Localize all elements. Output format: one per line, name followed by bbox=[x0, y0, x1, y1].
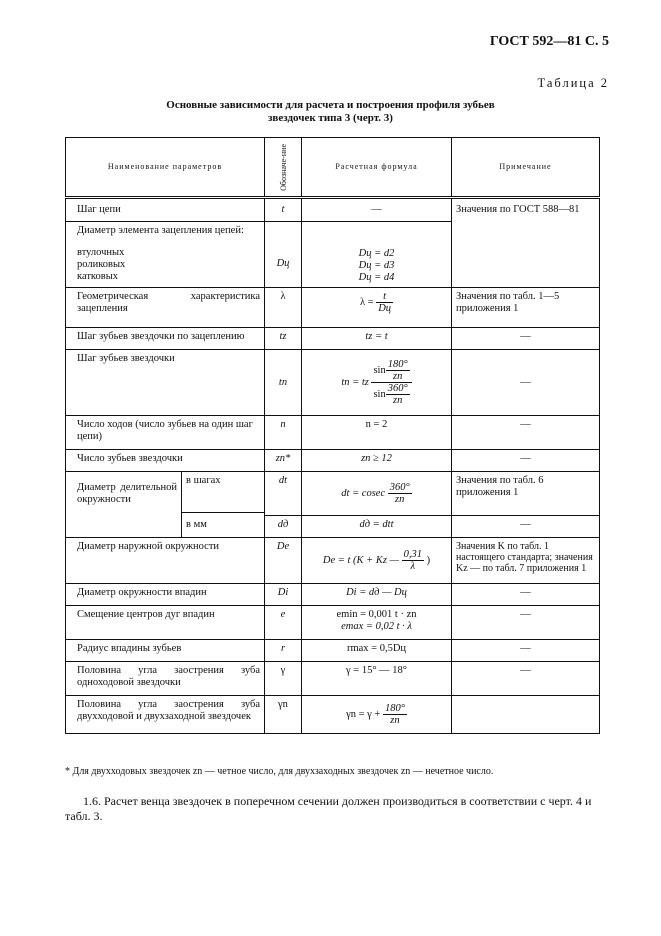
formula-line: Dц = d3 bbox=[358, 260, 395, 271]
cell-note: — bbox=[452, 450, 600, 472]
cell-name: Смещение центров дуг впадин bbox=[66, 606, 265, 640]
cell-symbol: De bbox=[265, 538, 302, 584]
cell-formula: rmax = 0,5Dц bbox=[302, 640, 452, 662]
cell-note: Значения K по табл. 1 настоящего стандарта; значения Kz — по табл. 7 приложения 1 bbox=[452, 538, 600, 584]
formula-fraction: $\frac{t}{Dц}$ bbox=[378, 291, 392, 314]
formula-fraction: $\frac{180^\circ}{zn}$ bbox=[384, 703, 405, 726]
cell-symbol: tz bbox=[265, 328, 302, 350]
cell-symbol: t bbox=[265, 198, 302, 222]
document-header: ГОСТ 592—81 С. 5 bbox=[489, 34, 609, 49]
cell-name: Число зубьев звездочки bbox=[66, 450, 265, 472]
cell-note bbox=[452, 696, 600, 734]
cell-name: Диаметр окружности впадин bbox=[66, 584, 265, 606]
cell-name: Диаметр наружной окружности bbox=[66, 538, 265, 584]
param-label: Диаметр элемента зацепления цепей: bbox=[77, 225, 244, 236]
table-row bbox=[66, 350, 600, 416]
cell-note bbox=[452, 222, 600, 288]
table-row bbox=[66, 640, 600, 662]
cell-name: Шаг зубьев звездочки bbox=[66, 350, 265, 416]
cell-name bbox=[66, 472, 265, 538]
cell-symbol: e bbox=[265, 606, 302, 640]
formula-lhs: De = t (K + Kz — bbox=[322, 554, 399, 566]
cell-name: Радиус впадины зубьев bbox=[66, 640, 265, 662]
cell-formula: tz = t bbox=[302, 328, 452, 350]
sub-label: роликовых bbox=[77, 259, 126, 270]
cell-name: Половина угла заострения зуба двухходовой и двухзаходной звездочек bbox=[66, 696, 265, 734]
cell-formula bbox=[302, 606, 452, 640]
cell-symbol: n bbox=[265, 416, 302, 450]
cell-symbol: dд bbox=[265, 516, 302, 538]
cell-note: Значения по ГОСТ 588—81 bbox=[452, 198, 600, 222]
table-row bbox=[66, 606, 600, 640]
sub-label: катковых bbox=[77, 271, 119, 282]
cell-note: Значения по табл. 1—5 приложения 1 bbox=[452, 288, 600, 328]
cell-formula bbox=[302, 472, 452, 516]
cell-name: Число ходов (число зубьев на один шаг цепи) bbox=[66, 416, 265, 450]
cell-symbol: dt bbox=[265, 472, 302, 516]
table-row bbox=[66, 662, 600, 696]
formula-line: emin = 0,001 t · zn bbox=[336, 609, 417, 620]
footnote: * Для двухходовых звездочек zn — четное число, для двухзаходных звездочек zn — нечетное число. bbox=[65, 766, 494, 777]
formula-fraction: sin $\frac{180^\circ}{zn}$ sin $\frac{360^\circ}{zn}$ bbox=[371, 359, 411, 406]
cell-note: — bbox=[452, 606, 600, 640]
sub-label: в шагах bbox=[182, 472, 264, 513]
table-row bbox=[66, 222, 600, 288]
table-row bbox=[66, 696, 600, 734]
title-line-2: звездочек типа 3 (черт. 3) bbox=[268, 112, 393, 124]
cell-formula bbox=[302, 350, 452, 416]
cell-symbol: tn bbox=[265, 350, 302, 416]
col-header-note: Примечание bbox=[452, 138, 600, 198]
cell-symbol: Di bbox=[265, 584, 302, 606]
col-header-name: Наименование параметров bbox=[66, 138, 265, 198]
cell-note: — bbox=[452, 328, 600, 350]
col-header-formula: Расчетная формула bbox=[302, 138, 452, 198]
table-header-row bbox=[66, 138, 600, 198]
cell-note: — bbox=[452, 350, 600, 416]
cell-symbol: r bbox=[265, 640, 302, 662]
cell-formula: n = 2 bbox=[302, 416, 452, 450]
sub-label: втулочных bbox=[77, 247, 125, 258]
table-row bbox=[66, 198, 600, 222]
cell-note: — bbox=[452, 516, 600, 538]
cell-name: Геометрическая характеристика зацепления bbox=[66, 288, 265, 328]
cell-symbol: Dц bbox=[265, 222, 302, 288]
cell-formula bbox=[302, 288, 452, 328]
section-paragraph: 1.6. Расчет венца звездочек в поперечном сечении должен производиться в соответствии с черт. 4 и табл. 3. bbox=[65, 794, 592, 823]
sub-label: в мм bbox=[186, 519, 207, 530]
formula-fraction: $\frac{0,31}{\lambda}$ bbox=[403, 549, 422, 572]
cell-formula: Di = dд — Dц bbox=[302, 584, 452, 606]
cell-name: Шаг цепи bbox=[66, 198, 265, 222]
param-label: Диаметр делительной окружности bbox=[77, 482, 177, 505]
formula-line: Dц = d2 bbox=[358, 248, 395, 259]
table-number: Таблица 2 bbox=[537, 76, 609, 90]
table-row bbox=[66, 584, 600, 606]
cell-name bbox=[66, 222, 265, 288]
cell-note: — bbox=[452, 662, 600, 696]
parameters-table bbox=[65, 137, 600, 734]
cell-note: — bbox=[452, 584, 600, 606]
formula-line: emax = 0,02 t · λ bbox=[341, 621, 412, 632]
cell-symbol: γn bbox=[265, 696, 302, 734]
cell-formula bbox=[302, 696, 452, 734]
cell-formula: — bbox=[302, 198, 452, 222]
formula-lhs: dt = cosec bbox=[341, 487, 386, 499]
table-row bbox=[66, 288, 600, 328]
cell-formula bbox=[302, 538, 452, 584]
table-row bbox=[66, 328, 600, 350]
formula-lhs: tn = tz bbox=[341, 376, 369, 388]
cell-name: Половина угла заострения зуба одноходовой звездочки bbox=[66, 662, 265, 696]
cell-note: Значения по табл. 6 приложения 1 bbox=[452, 472, 600, 516]
table-row bbox=[66, 416, 600, 450]
cell-name: Шаг зубьев звездочки по зацеплению bbox=[66, 328, 265, 350]
cell-symbol: λ bbox=[265, 288, 302, 328]
formula-rhs: ) bbox=[426, 554, 431, 566]
table-row bbox=[66, 472, 600, 516]
cell-formula: dд = dtt bbox=[302, 516, 452, 538]
formula-fraction: $\frac{360^\circ}{zn}$ bbox=[389, 482, 410, 505]
table-title bbox=[0, 99, 661, 125]
table-row bbox=[66, 450, 600, 472]
formula-lhs: γn = γ + bbox=[346, 708, 381, 720]
formula-line: Dц = d4 bbox=[358, 272, 395, 283]
cell-symbol: γ bbox=[265, 662, 302, 696]
cell-symbol: zn* bbox=[265, 450, 302, 472]
title-line-1: Основные зависимости для расчета и построения профиля зубьев bbox=[166, 99, 495, 111]
col-header-symbol: Обозначе-ние bbox=[265, 138, 302, 198]
cell-formula bbox=[302, 222, 452, 288]
formula-lhs: λ = bbox=[359, 296, 374, 308]
cell-note: — bbox=[452, 416, 600, 450]
cell-formula: γ = 15° — 18° bbox=[302, 662, 452, 696]
cell-note: — bbox=[452, 640, 600, 662]
cell-formula: zn ≥ 12 bbox=[302, 450, 452, 472]
table-row bbox=[66, 538, 600, 584]
